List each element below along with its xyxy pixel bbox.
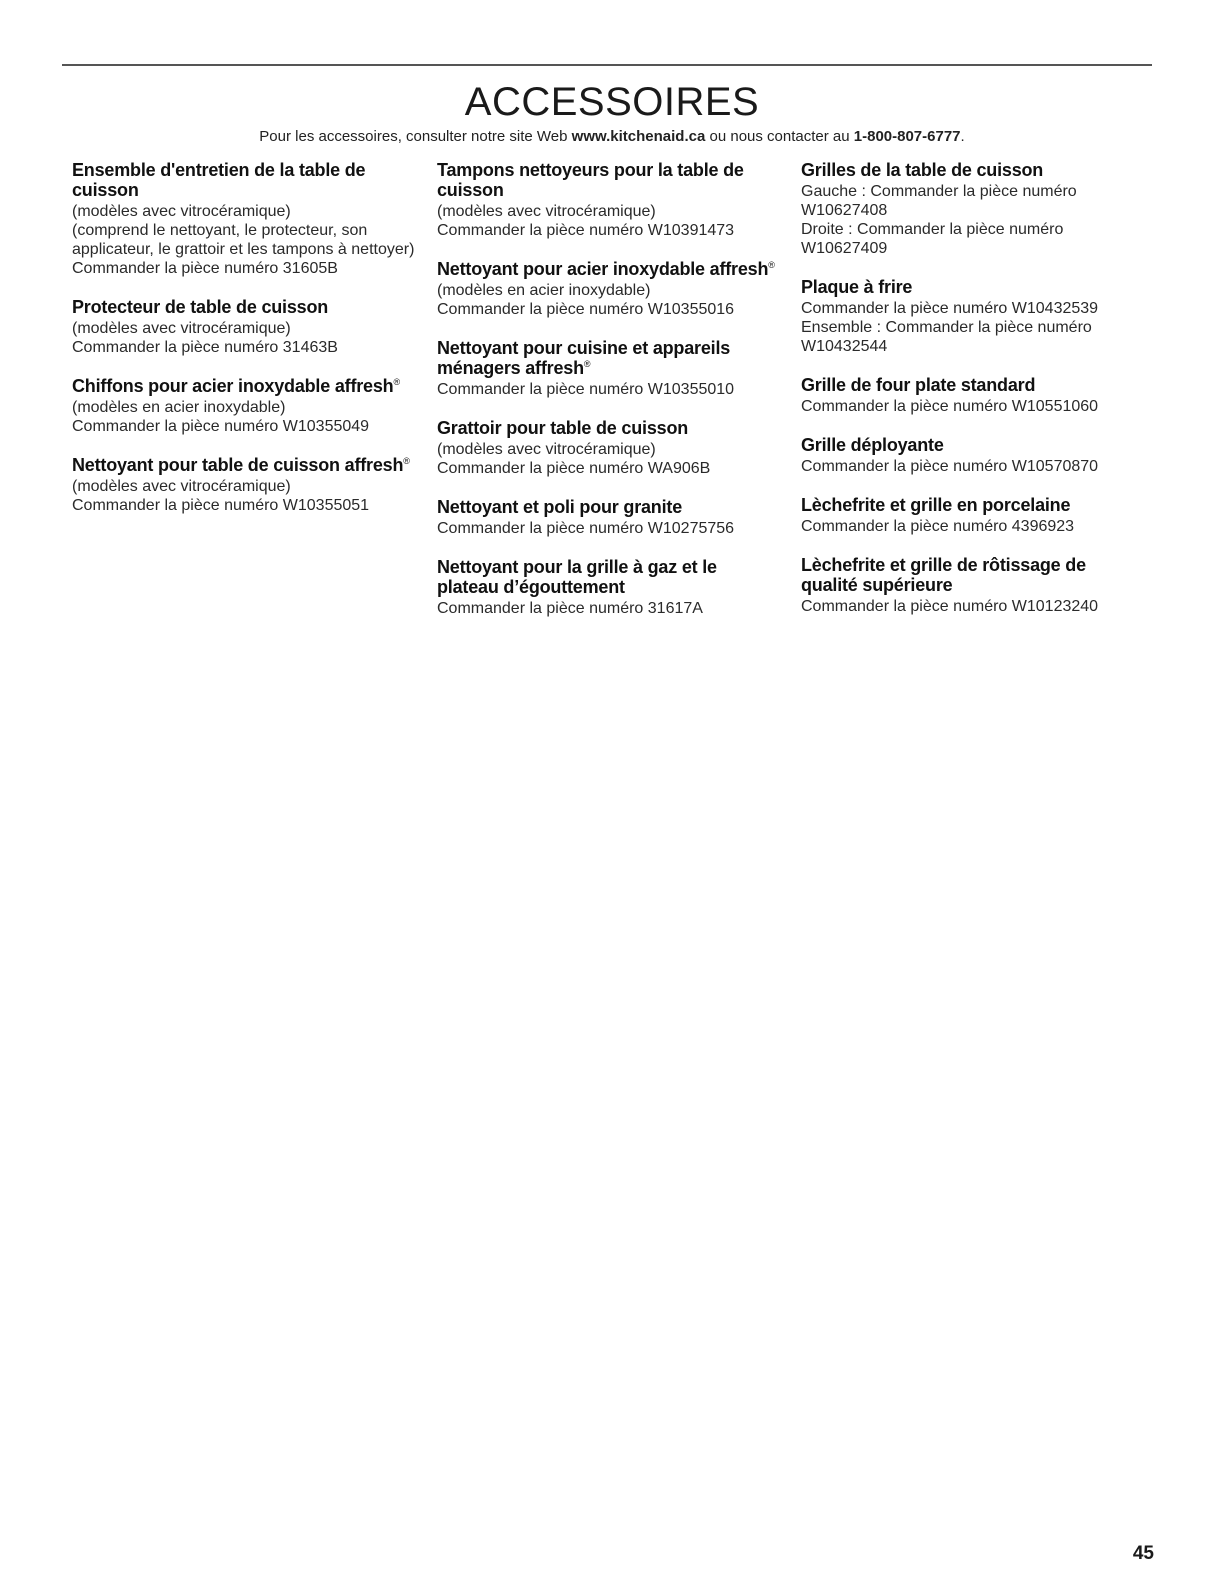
accessory-detail: (modèles en acier inoxydable) xyxy=(437,282,651,299)
accessory-item xyxy=(801,555,1146,616)
accessory-detail: (modèles en acier inoxydable) xyxy=(72,399,286,416)
website-link[interactable]: www.kitchenaid.ca xyxy=(571,128,706,145)
accessory-title: Lèchefrite et grille de rôtissage de qualité supérieure xyxy=(801,555,1086,595)
accessory-title: Plaque à frire xyxy=(801,277,913,297)
registered-mark: ® xyxy=(403,456,410,466)
accessory-part-number: Commander la pièce numéro W10391473 xyxy=(437,222,735,239)
intro-middle: ou nous contacter au xyxy=(705,128,854,145)
accessory-item xyxy=(72,455,417,515)
accessory-item xyxy=(72,297,417,357)
accessory-part-number: Commander la pièce numéro 4396923 xyxy=(801,518,1075,535)
accessories-column-3 xyxy=(801,160,1146,635)
accessory-part-number: Commander la pièce numéro W10570870 xyxy=(801,458,1099,475)
accessory-title: Grilles de la table de cuisson xyxy=(801,160,1044,180)
accessory-part-number: Droite : Commander la pièce numéro W10627409 xyxy=(801,221,1064,257)
accessory-title: Grattoir pour table de cuisson xyxy=(437,418,689,438)
accessories-column-1 xyxy=(72,160,417,534)
accessory-part-number: Commander la pièce numéro W10432539 xyxy=(801,300,1099,317)
accessory-item xyxy=(72,160,417,278)
accessory-item xyxy=(437,338,782,399)
accessory-title: Nettoyant pour table de cuisson affresh® xyxy=(72,455,410,475)
phone-number: 1-800-807-6777 xyxy=(853,128,961,145)
intro-text xyxy=(0,128,1224,146)
accessory-detail: (modèles avec vitrocéramique) xyxy=(437,441,656,458)
accessory-item xyxy=(437,259,782,319)
accessory-item xyxy=(801,435,1146,476)
accessory-detail: (modèles avec vitrocéramique) xyxy=(72,320,291,337)
registered-mark: ® xyxy=(393,377,400,387)
accessory-part-number: Commander la pièce numéro W10355016 xyxy=(437,301,735,318)
accessory-title: Nettoyant pour acier inoxydable affresh® xyxy=(437,259,775,279)
accessory-item xyxy=(437,418,782,478)
accessory-title: Grille de four plate standard xyxy=(801,375,1036,395)
accessory-item xyxy=(801,277,1146,356)
registered-mark: ® xyxy=(583,359,591,369)
accessory-title: Lèchefrite et grille en porcelaine xyxy=(801,495,1071,515)
page-title: ACCESSOIRES xyxy=(464,80,760,124)
accessory-item xyxy=(72,376,417,436)
accessory-title: Chiffons pour acier inoxydable affresh® xyxy=(72,376,400,396)
accessories-column-2 xyxy=(437,160,782,637)
accessory-detail: (modèles avec vitrocéramique) xyxy=(437,203,656,220)
accessory-part-number: Gauche : Commander la pièce numéro W10627408 xyxy=(801,183,1077,219)
accessory-part-number: Commander la pièce numéro 31617A xyxy=(437,600,703,617)
accessory-part-number: Commander la pièce numéro W10123240 xyxy=(801,598,1099,615)
accessory-part-number: Commander la pièce numéro W10275756 xyxy=(437,520,735,537)
accessory-item xyxy=(437,497,782,538)
accessory-part-number: Commander la pièce numéro W10551060 xyxy=(801,398,1099,415)
accessory-title: Ensemble d'entretien de la table de cuisson xyxy=(72,160,366,200)
accessory-item xyxy=(437,557,782,618)
page-number: 45 xyxy=(1132,1543,1154,1564)
intro-suffix: . xyxy=(960,128,965,145)
accessory-detail: (comprend le nettoyant, le protecteur, son applicateur, le grattoir et les tampons à nettoyer) xyxy=(72,222,415,258)
accessory-part-number: Ensemble : Commander la pièce numéro W10432544 xyxy=(801,319,1092,355)
accessory-item xyxy=(801,495,1146,536)
accessory-title: Protecteur de table de cuisson xyxy=(72,297,329,317)
registered-mark: ® xyxy=(768,260,775,270)
accessory-part-number: Commander la pièce numéro WA906B xyxy=(437,460,711,477)
accessory-item xyxy=(801,375,1146,416)
accessory-part-number: Commander la pièce numéro W10355010 xyxy=(437,381,735,398)
accessory-title: Nettoyant et poli pour granite xyxy=(437,497,683,517)
accessory-title: Grille déployante xyxy=(801,435,944,455)
accessory-detail: (modèles avec vitrocéramique) xyxy=(72,203,291,220)
accessory-title: Nettoyant pour la grille à gaz et le plateau d’égouttement xyxy=(437,557,717,597)
intro-prefix: Pour les accessoires, consulter notre site Web xyxy=(259,128,572,145)
accessory-part-number: Commander la pièce numéro W10355051 xyxy=(72,497,370,514)
accessory-part-number: Commander la pièce numéro 31463B xyxy=(72,339,338,356)
accessory-title: Tampons nettoyeurs pour la table de cuisson xyxy=(437,160,744,200)
top-rule xyxy=(62,64,1152,66)
accessory-item xyxy=(437,160,782,240)
accessory-title: Nettoyant pour cuisine et appareils ménagers affresh® xyxy=(437,338,731,378)
accessory-detail: (modèles avec vitrocéramique) xyxy=(72,478,291,495)
accessory-part-number: Commander la pièce numéro 31605B xyxy=(72,260,338,277)
accessory-part-number: Commander la pièce numéro W10355049 xyxy=(72,418,370,435)
accessory-item xyxy=(801,160,1146,258)
